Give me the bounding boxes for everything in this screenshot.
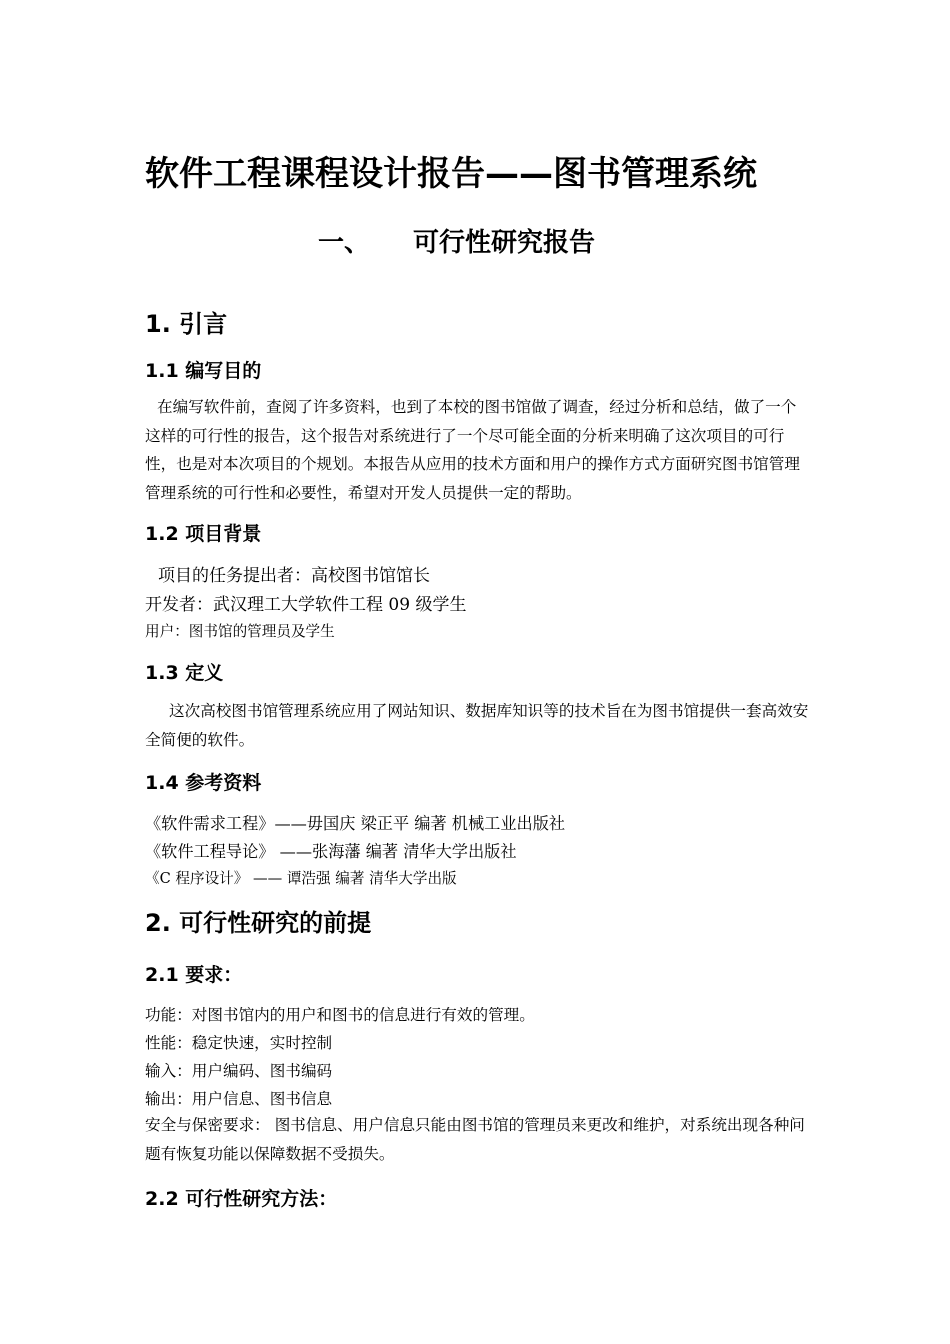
part-one-title: [318, 222, 595, 259]
section-1-1-body: 在编写软件前，查阅了许多资料，也到了本校的图书馆做了调查，经过分析和总结，做了一个这样的可行性的报告，这个报告对系统进行了一个尽可能全面的分析来明确了这次项目的可行性，也是对本次项目的个规划。本报告从应用的技术方面和用户的操作方式方面研究图书馆管理管理系统的可行性和必要性，希望对开发人员提供一定的帮助。: [145, 398, 800, 502]
requirement-input: 输入：用户编码、图书编码: [145, 1062, 333, 1080]
section-1-4-heading: 1.4 参考资料: [145, 772, 262, 794]
part-one-number: 一、: [318, 228, 371, 258]
part-one-label: 可行性研究报告: [413, 228, 596, 258]
section-1-1-heading: 1.1 编写目的: [145, 360, 262, 382]
section-2-heading: 2. 可行性研究的前提: [145, 909, 372, 937]
requirement-output: 输出：用户信息、图书信息: [145, 1090, 333, 1108]
users-line: 用户：图书馆的管理员及学生: [145, 623, 335, 640]
requirement-function: 功能：对图书馆内的用户和图书的信息进行有效的管理。: [145, 1006, 535, 1024]
section-1-3-heading: 1.3 定义: [145, 662, 224, 684]
section-1-3-body: 这次高校图书馆管理系统应用了网站知识、数据库知识等的技术旨在为图书馆提供一套高效安全简便的软件。: [145, 702, 809, 749]
section-1-2-heading: 1.2 项目背景: [145, 523, 262, 545]
reference-3: 《C 程序设计》 —— 谭浩强 编著 清华大学出版: [145, 870, 457, 887]
section-1-heading: 1. 引言: [145, 310, 228, 338]
document-title: 软件工程课程设计报告——图书管理系统: [145, 154, 757, 194]
developer-line: 开发者：武汉理工大学软件工程 09 级学生: [145, 595, 467, 615]
section-2-1-heading: 2.1 要求：: [145, 964, 243, 986]
task-proposer-line: 项目的任务提出者：高校图书馆馆长: [158, 566, 430, 586]
reference-2: 《软件工程导论》 ——张海藩 编著 清华大学出版社: [145, 842, 517, 861]
reference-1: 《软件需求工程》——毋国庆 梁正平 编著 机械工业出版社: [145, 814, 566, 833]
section-2-2-heading: 2.2 可行性研究方法：: [145, 1188, 338, 1210]
requirement-security: 安全与保密要求： 图书信息、用户信息只能由图书馆的管理员来更改和维护，对系统出现各种问题有恢复功能以保障数据不受损失。: [145, 1116, 805, 1163]
requirement-performance: 性能：稳定快速，实时控制: [145, 1034, 333, 1052]
